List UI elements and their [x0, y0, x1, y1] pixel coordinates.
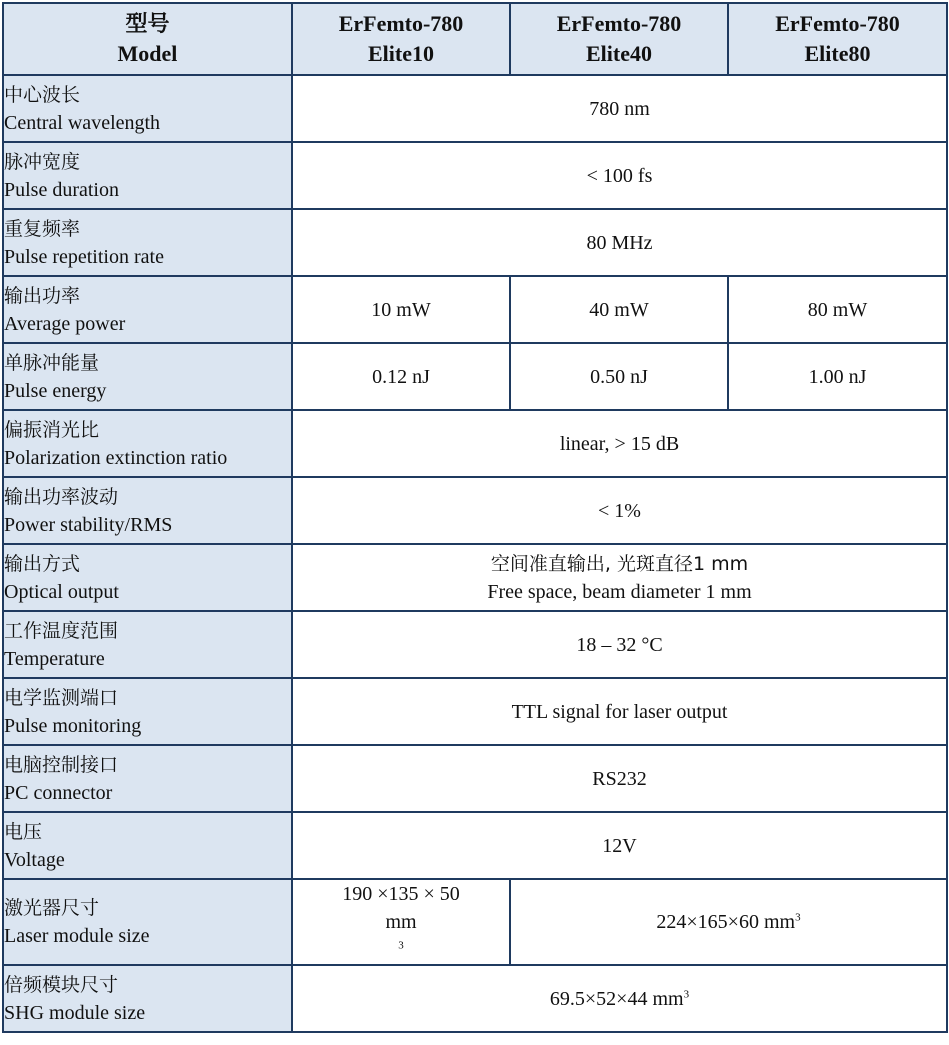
- row-label-power: [3, 276, 292, 343]
- row-label-temperature: [3, 611, 292, 678]
- output-value-en: Free space, beam diameter 1 mm: [487, 580, 752, 603]
- header-row: [3, 3, 947, 75]
- output-value-zh: 空间准直输出, 光斑直径1 mm: [490, 552, 749, 575]
- table-row: [3, 477, 947, 544]
- row-label-energy: [3, 343, 292, 410]
- row-label-polarization: [3, 410, 292, 477]
- wavelength-value: 780 nm: [292, 75, 947, 142]
- voltage-value: 12V: [292, 812, 947, 879]
- header-elite10: [292, 3, 510, 75]
- connector-value: RS232: [292, 745, 947, 812]
- energy-value-elite80: 1.00 nJ: [728, 343, 947, 410]
- row-label-en: Laser module size: [4, 925, 150, 947]
- table-row: [3, 611, 947, 678]
- laser-size-value-elite40-80: [510, 879, 947, 965]
- row-label-duration: [3, 142, 292, 209]
- power-value-elite40: 40 mW: [510, 276, 728, 343]
- row-label-en: Pulse energy: [4, 379, 107, 402]
- header-elite80-line2: Elite80: [804, 41, 871, 66]
- row-label-zh: 电压: [4, 820, 43, 843]
- table-row: [3, 142, 947, 209]
- row-label-en: Power stability/RMS: [4, 513, 173, 536]
- header-elite40-line1: ErFemto-780: [556, 11, 682, 36]
- shg-size-sup: 3: [683, 987, 690, 1000]
- header-model-zh: 型号: [125, 11, 170, 36]
- laser-size-line1: 190 ×135 × 50: [342, 883, 460, 905]
- stability-value: < 1%: [292, 477, 947, 544]
- row-label-stability: [3, 477, 292, 544]
- row-label-zh: 输出功率: [4, 284, 81, 307]
- header-elite40-line2: Elite40: [586, 41, 652, 66]
- row-label-reprate: [3, 209, 292, 276]
- row-label-zh: 脉冲宽度: [4, 150, 81, 173]
- row-label-zh: 激光器尺寸: [4, 897, 100, 919]
- row-label-zh: 重复频率: [4, 217, 81, 240]
- laser-size-line2: [293, 908, 509, 964]
- table-row: [3, 879, 947, 965]
- row-label-zh: 输出方式: [4, 552, 81, 575]
- energy-value-elite10: 0.12 nJ: [292, 343, 510, 410]
- energy-value-elite40: 0.50 nJ: [510, 343, 728, 410]
- row-label-output: [3, 544, 292, 611]
- polarization-value: linear, > 15 dB: [292, 410, 947, 477]
- row-label-en: Voltage: [4, 848, 65, 871]
- table-row: [3, 209, 947, 276]
- row-label-voltage: [3, 812, 292, 879]
- row-label-en: PC connector: [4, 781, 113, 804]
- power-value-elite10: 10 mW: [292, 276, 510, 343]
- temperature-value: 18 – 32 °C: [292, 611, 947, 678]
- laser-size-sup-1: 3: [398, 939, 404, 952]
- table-row: [3, 75, 947, 142]
- row-label-laser-size: [3, 879, 292, 965]
- header-elite10-line1: ErFemto-780: [338, 11, 464, 36]
- header-elite80: [728, 3, 947, 75]
- table-row: [3, 678, 947, 745]
- row-label-zh: 倍频模块尺寸: [4, 973, 119, 996]
- row-label-zh: 输出功率波动: [4, 485, 119, 508]
- table-row: [3, 276, 947, 343]
- header-model: [3, 3, 292, 75]
- row-label-en: Central wavelength: [4, 111, 161, 134]
- monitoring-value: TTL signal for laser output: [292, 678, 947, 745]
- row-label-en: SHG module size: [4, 1001, 146, 1024]
- laser-size-value-elite10: [292, 879, 510, 965]
- header-elite10-line2: Elite10: [368, 41, 434, 66]
- duration-value: < 100 fs: [292, 142, 947, 209]
- row-label-zh: 电学监测端口: [4, 686, 119, 709]
- table-row: [3, 812, 947, 879]
- row-label-zh: 偏振消光比: [4, 418, 100, 441]
- laser-size-v23: 224×165×60 mm: [656, 911, 796, 933]
- row-label-en: Optical output: [4, 580, 119, 603]
- row-label-en: Pulse monitoring: [4, 714, 142, 737]
- header-model-en: Model: [117, 41, 178, 66]
- power-value-elite80: 80 mW: [728, 276, 947, 343]
- table-row: [3, 410, 947, 477]
- row-label-en: Temperature: [4, 647, 105, 670]
- laser-size-sup-2: 3: [795, 911, 801, 924]
- reprate-value: 80 MHz: [292, 209, 947, 276]
- row-label-zh: 工作温度范围: [4, 619, 119, 642]
- table-row: [3, 544, 947, 611]
- header-elite40: [510, 3, 728, 75]
- header-elite80-line1: ErFemto-780: [775, 11, 900, 36]
- spec-table: [2, 2, 948, 1033]
- row-label-zh: 中心波长: [4, 83, 81, 106]
- shg-size-text: 69.5×52×44 mm: [549, 987, 684, 1010]
- row-label-zh: 单脉冲能量: [4, 351, 100, 374]
- row-label-en: Polarization extinction ratio: [4, 446, 228, 469]
- shg-size-value: [292, 965, 947, 1032]
- table-row: [3, 745, 947, 812]
- row-label-en: Average power: [4, 312, 126, 335]
- row-label-wavelength: [3, 75, 292, 142]
- table-row: [3, 965, 947, 1032]
- row-label-shg-size: [3, 965, 292, 1032]
- laser-size-unit: mm: [385, 911, 417, 933]
- row-label-monitoring: [3, 678, 292, 745]
- row-label-en: Pulse duration: [4, 178, 119, 201]
- row-label-zh: 电脑控制接口: [4, 753, 119, 776]
- row-label-connector: [3, 745, 292, 812]
- row-label-en: Pulse repetition rate: [4, 245, 164, 268]
- output-value: [292, 544, 947, 611]
- table-row: [3, 343, 947, 410]
